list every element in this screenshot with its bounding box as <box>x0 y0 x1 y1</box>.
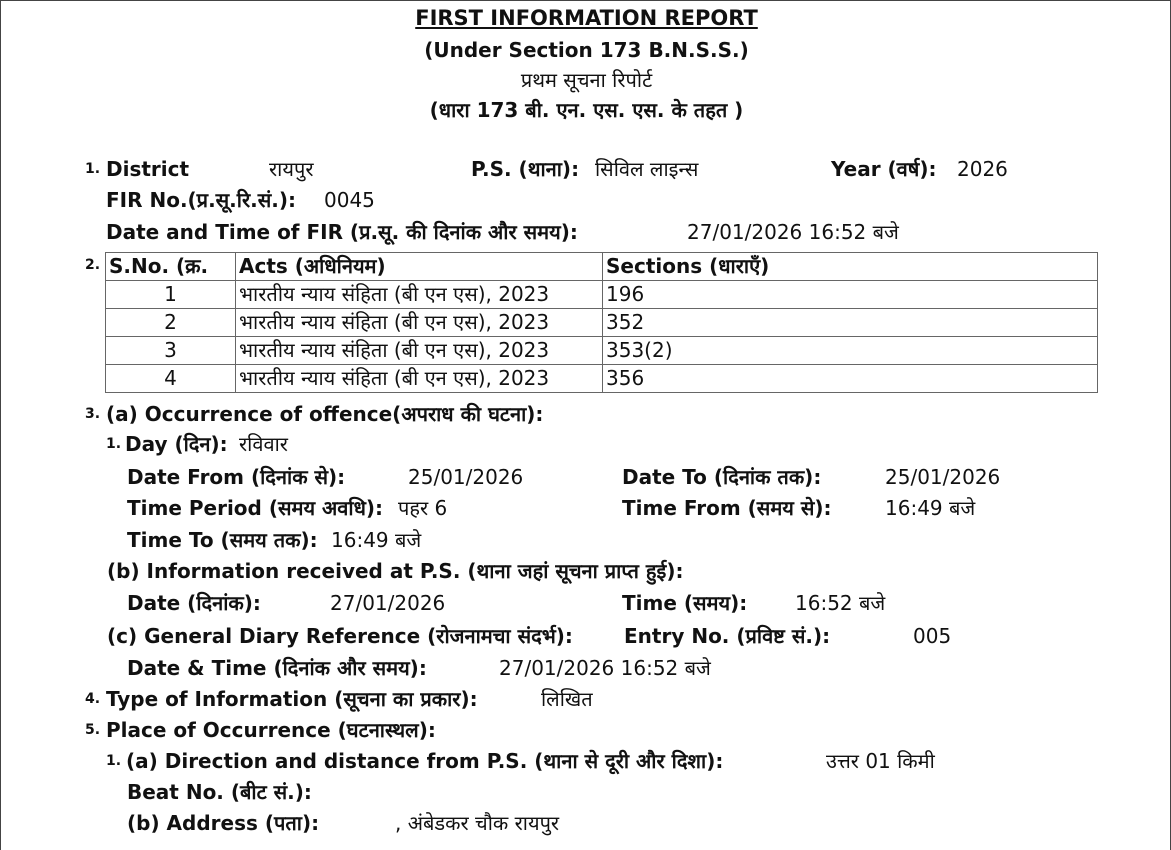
place-occurrence-label: Place of Occurrence (घटनास्थल): <box>106 718 436 742</box>
received-date-label: Date (दिनांक): <box>127 591 261 615</box>
day-number: 1. <box>106 436 122 452</box>
time-period-value: पहर 6 <box>398 496 448 520</box>
direction-distance-label: (a) Direction and distance from P.S. (थाना से दूरी और दिशा): <box>126 749 724 773</box>
act-cell: भारतीय न्याय संहिता (बी एन एस), 2023 <box>236 337 603 365</box>
report-subtitle-english: (Under Section 173 B.N.S.S.) <box>424 38 749 62</box>
section-cell: 353(2) <box>603 337 1098 365</box>
sno-cell: 2 <box>106 309 236 337</box>
direction-distance-value: उत्तर 01 किमी <box>826 749 935 773</box>
district-value: रायपुर <box>269 157 314 181</box>
date-to-value: 25/01/2026 <box>885 465 1001 489</box>
act-cell: भारतीय न्याय संहिता (बी एन एस), 2023 <box>236 281 603 309</box>
sections-header: Sections (धाराएँ) <box>603 253 1098 281</box>
date-from-label: Date From (दिनांक से): <box>127 465 346 489</box>
diary-datetime-label: Date & Time (दिनांक और समय): <box>127 656 427 680</box>
table-row <box>106 365 1098 393</box>
fir-number-label: FIR No.(प्र.सू.रि.सं.): <box>106 188 296 212</box>
day-label: Day (दिन): <box>125 432 228 456</box>
police-station-label: P.S. (थाना): <box>471 157 580 181</box>
section-3-number: 3. <box>85 406 101 422</box>
report-section-hindi: (धारा 173 बी. एन. एस. एस. के तहत ) <box>429 98 744 122</box>
sno-cell: 4 <box>106 365 236 393</box>
received-time-value: 16:52 बजे <box>795 591 886 615</box>
year-label: Year (वर्ष): <box>831 157 937 181</box>
act-cell: भारतीय न्याय संहिता (बी एन एस), 2023 <box>236 365 603 393</box>
general-diary-label: (c) General Diary Reference (रोजनामचा संदर्भ): <box>107 624 573 648</box>
acts-header: Acts (अधिनियम) <box>236 253 603 281</box>
address-label: (b) Address (पता): <box>127 811 320 835</box>
report-title: FIRST INFORMATION REPORT <box>415 6 758 30</box>
section-2-number: 2. <box>85 257 101 273</box>
section-5-number: 5. <box>85 722 101 738</box>
information-type-label: Type of Information (सूचना का प्रकार): <box>106 687 478 711</box>
received-date-value: 27/01/2026 <box>330 591 446 615</box>
acts-sections-table <box>105 252 1098 393</box>
table-row <box>106 337 1098 365</box>
time-to-label: Time To (समय तक): <box>127 528 318 552</box>
fir-datetime-value: 27/01/2026 16:52 बजे <box>687 220 899 244</box>
table-row <box>106 281 1098 309</box>
entry-number-value: 005 <box>913 624 952 648</box>
day-value: रविवार <box>239 432 288 456</box>
sno-cell: 1 <box>106 281 236 309</box>
fir-datetime-label: Date and Time of FIR (प्र.सू. की दिनांक और समय): <box>106 220 578 244</box>
fir-number-value: 0045 <box>324 188 375 212</box>
entry-number-label: Entry No. (प्रविष्ट सं.): <box>624 624 831 648</box>
time-from-label: Time From (समय से): <box>622 496 832 520</box>
act-cell: भारतीय न्याय संहिता (बी एन एस), 2023 <box>236 309 603 337</box>
sno-header: S.No. (क्र. <box>106 253 236 281</box>
time-from-value: 16:49 बजे <box>885 496 976 520</box>
section-cell: 356 <box>603 365 1098 393</box>
occurrence-label: (a) Occurrence of offence(अपराध की घटना): <box>106 402 544 426</box>
sno-cell: 3 <box>106 337 236 365</box>
table-row <box>106 309 1098 337</box>
section-cell: 352 <box>603 309 1098 337</box>
district-label: District <box>106 157 190 181</box>
time-to-value: 16:49 बजे <box>331 528 422 552</box>
report-subtitle-hindi: प्रथम सूचना रिपोर्ट <box>520 68 653 92</box>
date-to-label: Date To (दिनांक तक): <box>622 465 822 489</box>
section-cell: 196 <box>603 281 1098 309</box>
date-from-value: 25/01/2026 <box>408 465 524 489</box>
diary-datetime-value: 27/01/2026 16:52 बजे <box>499 656 711 680</box>
received-time-label: Time (समय): <box>622 591 748 615</box>
table-header-row <box>106 253 1098 281</box>
police-station-value: सिविल लाइन्स <box>595 157 699 181</box>
info-received-label: (b) Information received at P.S. (थाना जहां सूचना प्राप्त हुई): <box>107 559 684 583</box>
address-value: , अंबेडकर चौक रायपुर <box>395 811 560 835</box>
section-1-number: 1. <box>85 161 101 177</box>
beat-number-label: Beat No. (बीट सं.): <box>127 780 312 804</box>
information-type-value: लिखित <box>541 687 593 711</box>
time-period-label: Time Period (समय अवधि): <box>127 496 384 520</box>
year-value: 2026 <box>957 157 1008 181</box>
place-sub-number: 1. <box>106 753 122 769</box>
section-4-number: 4. <box>85 691 101 707</box>
